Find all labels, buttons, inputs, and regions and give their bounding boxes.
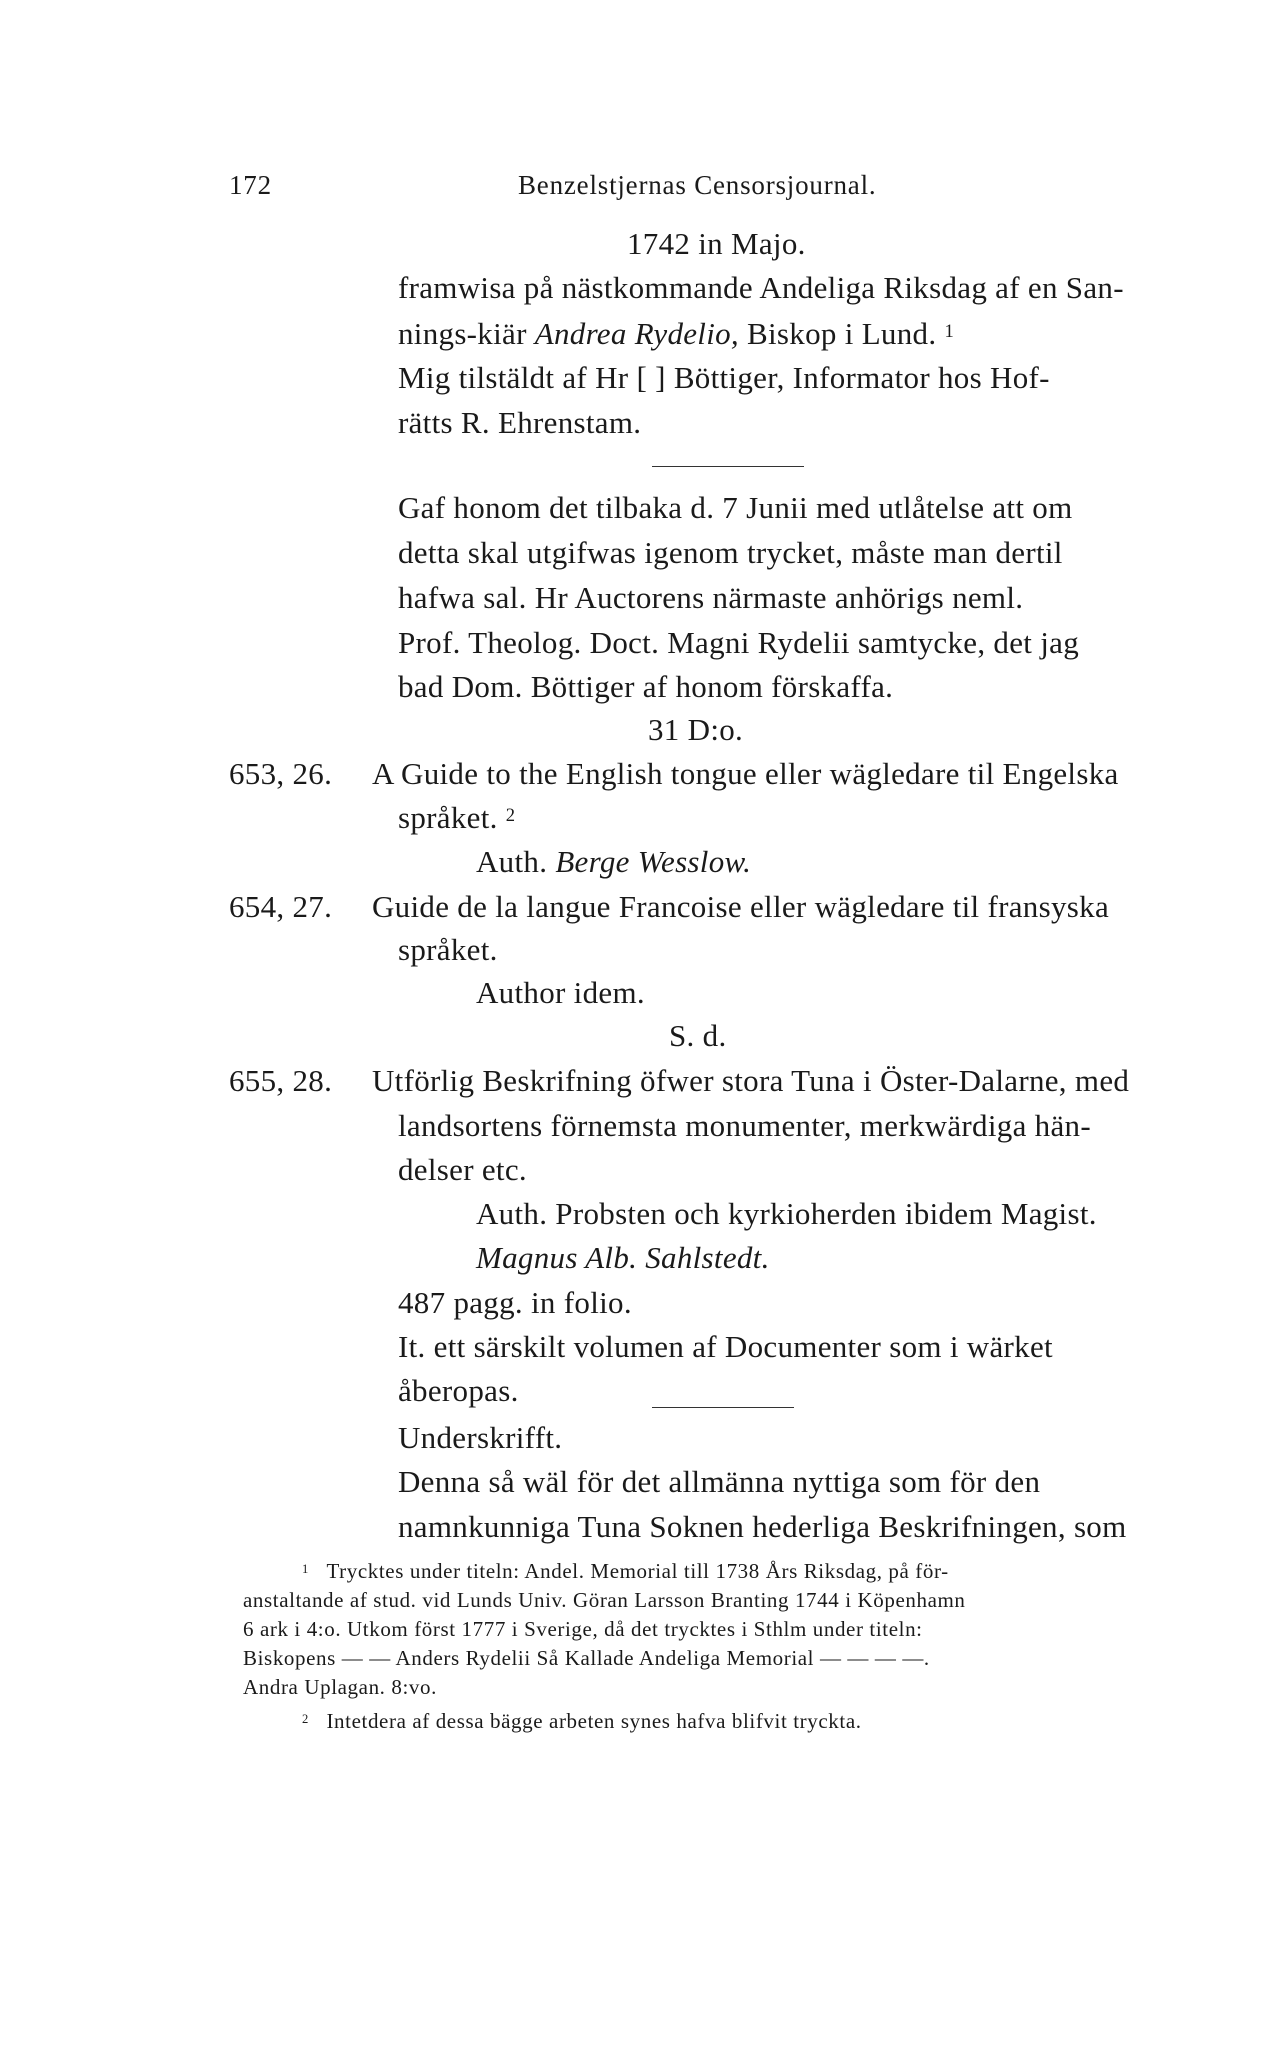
- gaf-line-4: Prof. Theolog. Doct. Magni Rydelii samtycke, det jag: [398, 625, 1080, 660]
- entry-1742-line-1: framwisa på nästkommande Andeliga Riksdag af en San-: [398, 270, 1124, 305]
- entry-653-number: 653, 26.: [229, 756, 333, 791]
- separator-rule: [652, 1407, 794, 1408]
- author-name: Berge Wesslow.: [555, 844, 752, 879]
- gaf-line-1: Gaf honom det tilbaka d. 7 Junii med utlåtelse att om: [398, 490, 1073, 525]
- date-heading-31: 31 D:o.: [648, 712, 744, 747]
- entry-655-number: 655, 28.: [229, 1063, 333, 1098]
- underskrift-line-2: namnkunniga Tuna Soknen hederliga Beskrifningen, som: [398, 1509, 1127, 1544]
- text: Biskop i Lund.: [738, 316, 945, 351]
- text: Auth.: [476, 844, 556, 879]
- gaf-line-2: detta skal utgifwas igenom trycket, måste man dertil: [398, 535, 1063, 570]
- entry-655-line-2: landsortens förnemsta monumenter, merkwärdiga hän-: [398, 1108, 1091, 1143]
- underskrift-title: Underskrifft.: [398, 1420, 563, 1455]
- entry-1742-line-4: rätts R. Ehrenstam.: [398, 405, 642, 440]
- author-name: Andrea Rydelio,: [534, 316, 739, 351]
- entry-655-line-8: åberopas.: [398, 1373, 519, 1408]
- entry-653-author: [476, 842, 751, 882]
- entry-654-author: Author idem.: [476, 975, 645, 1010]
- gaf-line-5: bad Dom. Böttiger af honom förskaffa.: [398, 669, 894, 704]
- gaf-line-3: hafwa sal. Hr Auctorens närmaste anhörigs neml.: [398, 580, 1024, 615]
- entry-654-line-2: språket.: [398, 932, 498, 967]
- date-heading-1742: 1742 in Majo.: [627, 226, 806, 261]
- footnote-1-line-4: Biskopens — — Anders Rydelii Så Kallade Andeliga Memorial — — — —.: [243, 1646, 930, 1670]
- footnote-text: Intetdera af dessa bägge arbeten synes hafva blifvit tryckta.: [326, 1709, 862, 1733]
- footnote-ref-2: 2: [505, 805, 516, 826]
- entry-655-line-4: Auth. Probsten och kyrkioherden ibidem Magist.: [476, 1196, 1097, 1231]
- footnote-1-line-1: [302, 1558, 949, 1584]
- entry-654-number: 654, 27.: [229, 889, 333, 924]
- text: språket.: [398, 800, 506, 835]
- underskrift-line-1: Denna så wäl för det allmänna nyttiga som för den: [398, 1464, 1041, 1499]
- footnote-1-line-5: Andra Uplagan. 8:vo.: [243, 1675, 437, 1699]
- footnote-1-line-3: 6 ark i 4:o. Utkom först 1777 i Sverige, då det trycktes i Sthlm under titeln:: [243, 1617, 923, 1641]
- footnote-mark-2: 2: [302, 1712, 309, 1726]
- entry-655-line-1: Utförlig Beskrifning öfwer stora Tuna i Öster-Dalarne, med: [372, 1063, 1130, 1098]
- entry-655-line-7: It. ett särskilt volumen af Documenter som i wärket: [398, 1329, 1053, 1364]
- entry-655-line-3: delser etc.: [398, 1152, 527, 1187]
- footnote-text: Trycktes under titeln: Andel. Memorial till 1738 Års Riksdag, på för-: [326, 1559, 949, 1583]
- entry-653-line-2: [398, 798, 515, 838]
- entry-655-line-6: 487 pagg. in folio.: [398, 1285, 632, 1320]
- page-number: 172: [229, 170, 272, 200]
- entry-654-sd: S. d.: [669, 1018, 727, 1053]
- text: nings-kiär: [398, 316, 535, 351]
- entry-653-line-1: A Guide to the English tongue eller wägledare til Engelska: [372, 756, 1119, 791]
- separator-rule: [652, 466, 804, 467]
- entry-1742-line-2: [398, 314, 954, 354]
- entry-1742-line-3: Mig tilstäldt af Hr [ ] Böttiger, Informator hos Hof-: [398, 360, 1050, 395]
- running-title: Benzelstjernas Censorsjournal.: [518, 170, 877, 200]
- footnote-1-line-2: anstaltande af stud. vid Lunds Univ. Göran Larsson Branting 1744 i Köpenhamn: [243, 1588, 966, 1612]
- footnote-mark-1: 1: [302, 1562, 309, 1576]
- footnote-2-line-1: [302, 1708, 862, 1734]
- footnote-ref-1: 1: [944, 321, 955, 342]
- entry-655-line-5: Magnus Alb. Sahlstedt.: [476, 1240, 770, 1275]
- entry-654-line-1: Guide de la langue Francoise eller wägledare til fransyska: [372, 889, 1109, 924]
